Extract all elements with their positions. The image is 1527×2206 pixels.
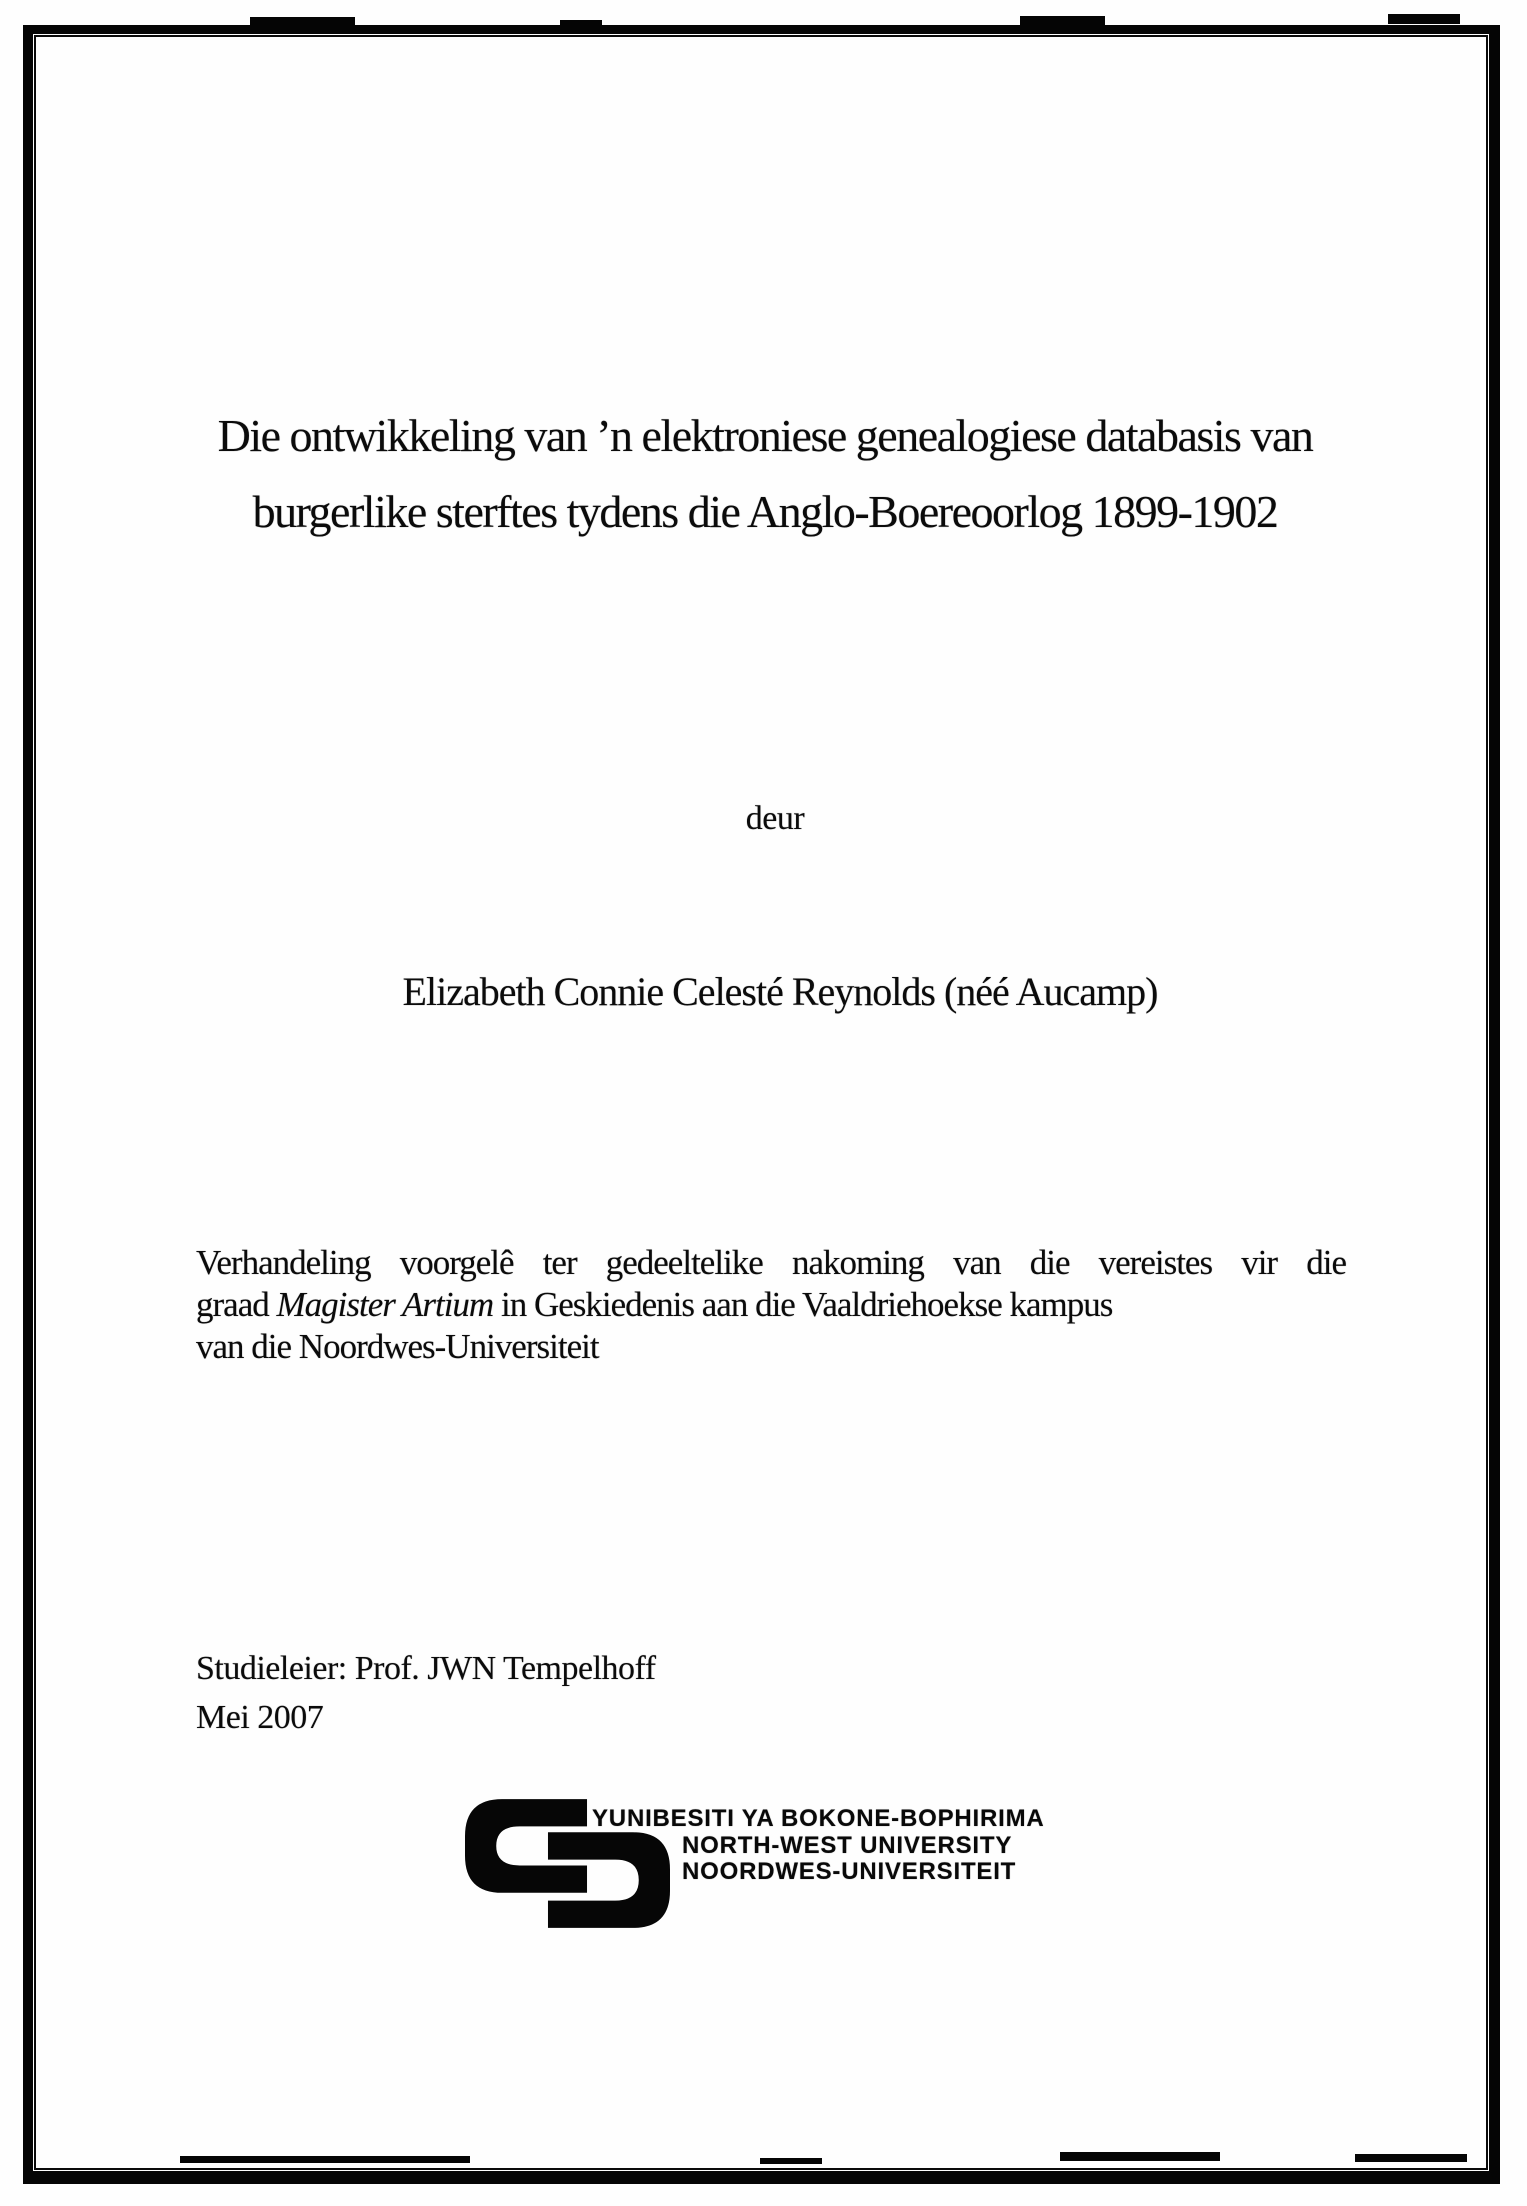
byline-deur: deur — [745, 800, 805, 837]
university-name-block — [592, 1806, 1045, 1886]
scan-artifact — [1388, 14, 1460, 24]
university-name-setswana: YUNIBESITI YA BOKONE-BOPHIRIMA — [592, 1805, 1045, 1832]
scan-artifact — [1020, 16, 1105, 25]
thesis-title-line2: burgerlike sterftes tydens die Anglo-Boereoorlog 1899-1902 — [252, 486, 1278, 537]
submission-degree-italic: Magister Artium — [276, 1285, 494, 1324]
supervisor-block — [196, 1644, 656, 1742]
scan-artifact — [180, 2156, 470, 2163]
university-name-afrikaans: NOORDWES-UNIVERSITEIT — [682, 1858, 1017, 1885]
submission-line1 — [196, 1242, 1346, 1284]
submission-line2-post: in Geskiedenis aan die Vaaldriehoekse kampus — [493, 1285, 1113, 1324]
scan-artifact — [1355, 2154, 1467, 2162]
submission-line2 — [196, 1284, 1346, 1326]
scan-artifact — [1060, 2152, 1220, 2161]
submission-line3: van die Noordwes-Universiteit — [196, 1327, 599, 1366]
scan-artifact — [250, 17, 355, 26]
submission-line2-pre: graad — [196, 1285, 277, 1324]
submission-line1-text: Verhandeling voorgelê ter gedeeltelike nakoming van die vereistes vir die — [196, 1243, 1346, 1282]
thesis-title-line1: Die ontwikkeling van ’n elektroniese genealogiese databasis van — [217, 410, 1313, 461]
submission-statement — [196, 1242, 1346, 1368]
date-line: Mei 2007 — [196, 1699, 324, 1736]
scan-artifact — [560, 20, 602, 26]
author-name: Elizabeth Connie Celesté Reynolds (néé Aucamp) — [402, 969, 1158, 1014]
thesis-title — [185, 398, 1345, 550]
scan-artifact — [760, 2158, 822, 2164]
supervisor-line: Studieleier: Prof. JWN Tempelhoff — [196, 1650, 656, 1687]
university-name-english: NORTH-WEST UNIVERSITY — [682, 1831, 1013, 1859]
